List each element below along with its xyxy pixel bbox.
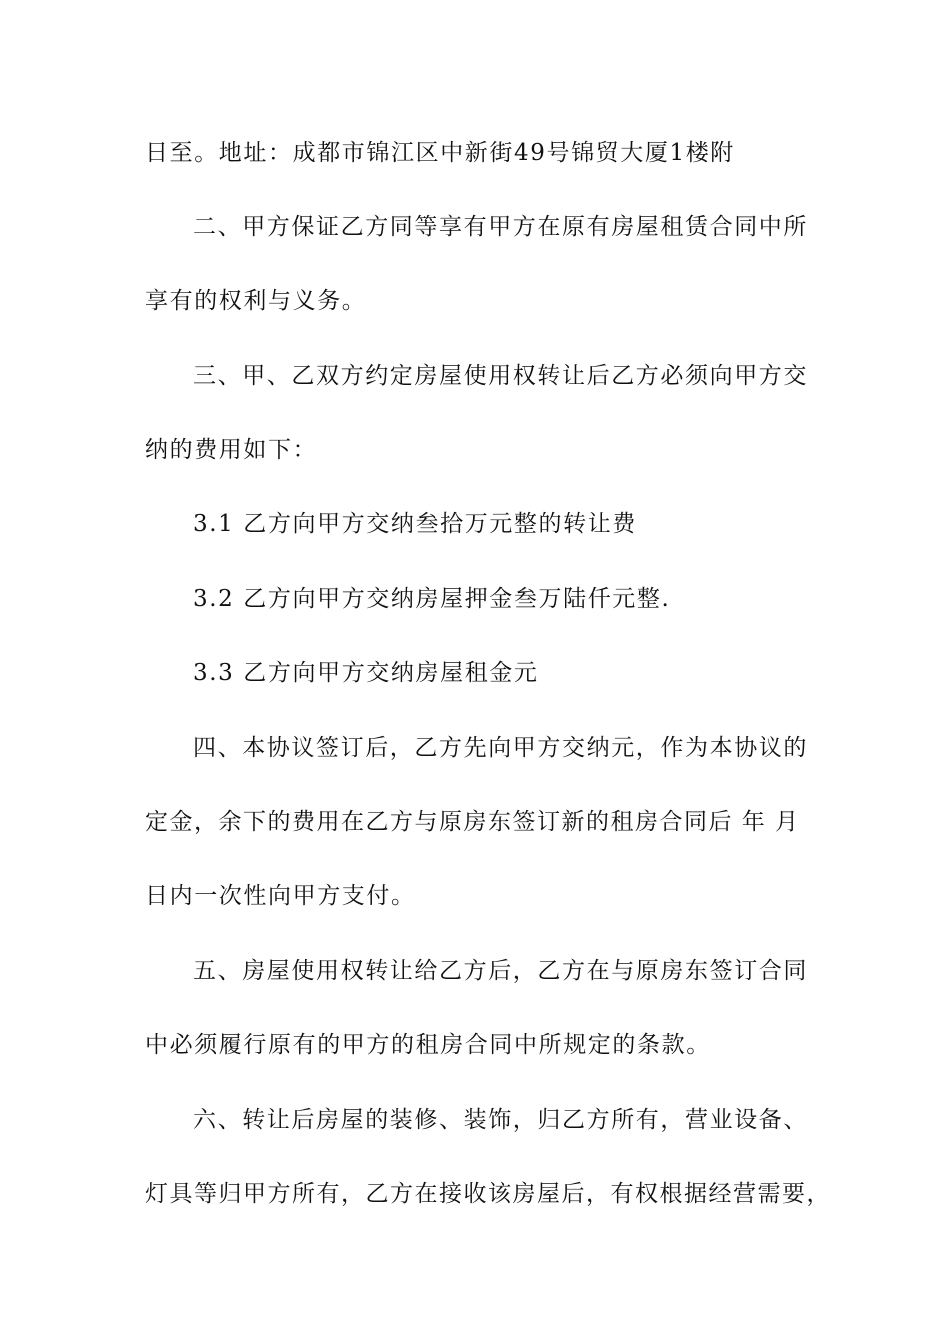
clause-2-line-2: 享有的权利与义务。 bbox=[145, 288, 367, 314]
clause-5-line-1: 五、房屋使用权转让给乙方后，乙方在与原房东签订合同 bbox=[193, 958, 808, 984]
clause-4-line-3: 日内一次性向甲方支付。 bbox=[145, 883, 416, 909]
clause-3-1: 3.1 乙方向甲方交纳叁拾万元整的转让费 bbox=[193, 511, 637, 537]
text-line-address: 日至。地址：成都市锦江区中新街49号锦贸大厦1楼附 bbox=[145, 140, 735, 166]
clause-4-line-1: 四、本协议签订后，乙方先向甲方交纳元，作为本协议的 bbox=[193, 735, 808, 761]
clause-5-line-2: 中必须履行原有的甲方的租房合同中所规定的条款。 bbox=[145, 1032, 711, 1058]
clause-3-line-1: 三、甲、乙双方约定房屋使用权转让后乙方必须向甲方交 bbox=[193, 363, 808, 389]
clause-3-3: 3.3 乙方向甲方交纳房屋租金元 bbox=[193, 660, 539, 686]
clause-2-line-1: 二、甲方保证乙方同等享有甲方在原有房屋租赁合同中所 bbox=[193, 214, 808, 240]
clause-4-line-2: 定金，余下的费用在乙方与原房东签订新的租房合同后 年 月 bbox=[145, 809, 800, 835]
clause-6-line-2: 灯具等归甲方所有，乙方在接收该房屋后，有权根据经营需要， bbox=[145, 1181, 831, 1207]
clause-3-2: 3.2 乙方向甲方交纳房屋押金叁万陆仟元整. bbox=[193, 586, 671, 612]
clause-6-line-1: 六、转让后房屋的装修、装饰，归乙方所有，营业设备、 bbox=[193, 1107, 808, 1133]
clause-3-line-2: 纳的费用如下： bbox=[145, 437, 318, 463]
